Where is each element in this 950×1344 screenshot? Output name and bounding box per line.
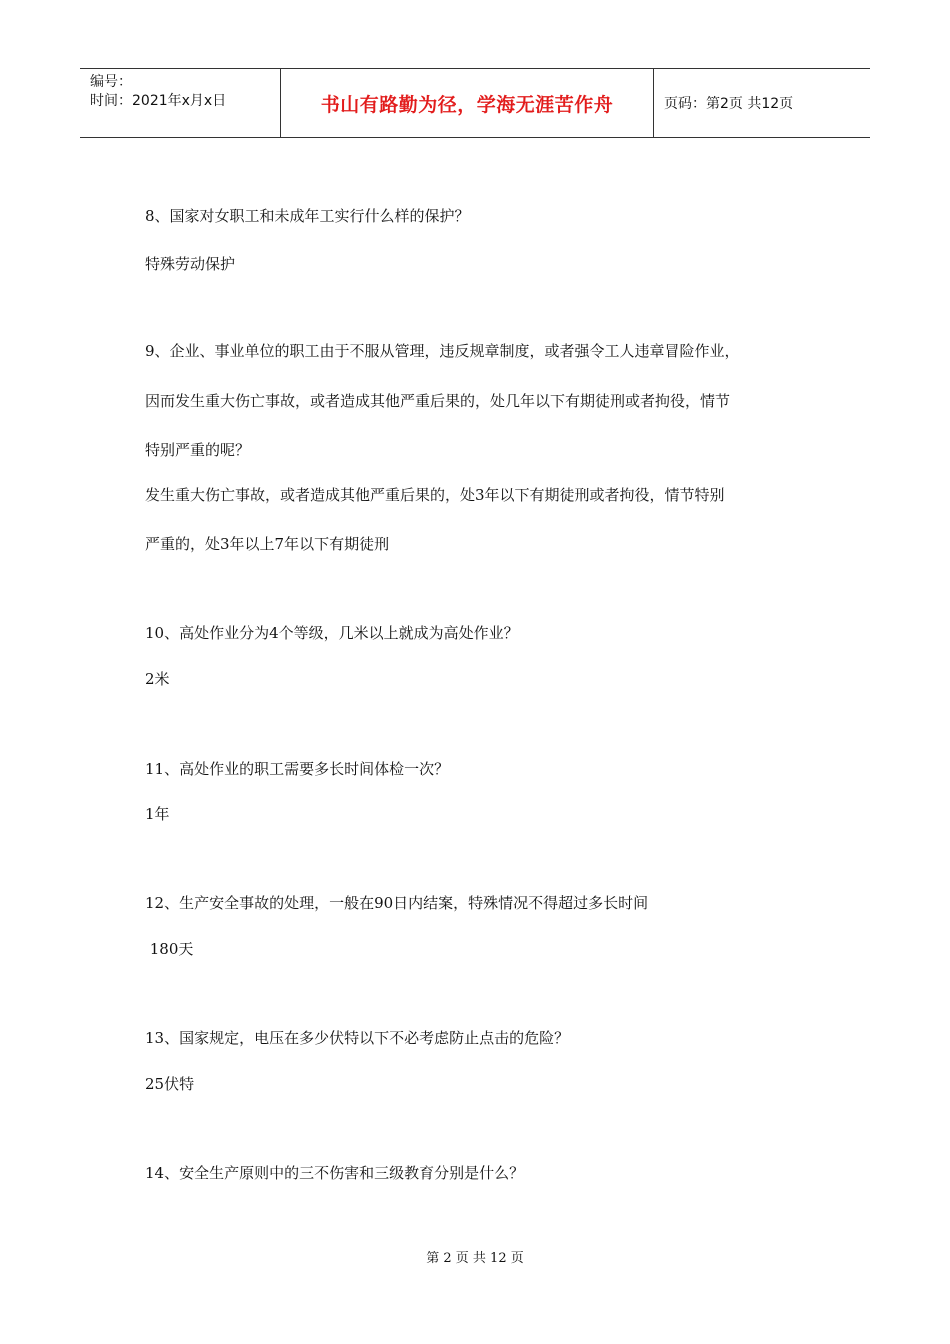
answer-12: 180天 <box>145 940 194 958</box>
answer-13: 25伏特 <box>145 1075 195 1093</box>
question-11: 11、高处作业的职工需要多长时间体检一次？ <box>145 760 450 778</box>
date-label: 时间：2021年x月x日 <box>90 93 227 109</box>
header-motto: 书山有路勤为径，学海无涯苦作舟 <box>281 69 654 137</box>
document-header <box>80 68 870 138</box>
question-14: 14、安全生产原则中的三不伤害和三级教育分别是什么？ <box>145 1164 525 1182</box>
question-9-line-2: 因而发生重大伤亡事故，或者造成其他严重后果的，处几年以下有期徒刑或者拘役，情节 <box>145 392 731 410</box>
question-13: 13、国家规定，电压在多少伏特以下不必考虑防止点击的危险？ <box>145 1029 570 1047</box>
answer-11: 1年 <box>145 805 170 823</box>
answer-8: 特殊劳动保护 <box>145 255 236 273</box>
header-page-info: 页码：第2页 共12页 <box>664 96 794 112</box>
code-label: 编号： <box>90 74 132 90</box>
header-meta <box>80 69 281 137</box>
question-12: 12、生产安全事故的处理，一般在90日内结案，特殊情况不得超过多长时间 <box>145 894 649 912</box>
answer-10: 2米 <box>145 670 170 688</box>
question-8: 8、国家对女职工和未成年工实行什么样的保护？ <box>145 207 470 225</box>
question-9-line-1: 9、企业、事业单位的职工由于不服从管理，违反规章制度，或者强令工人违章冒险作业， <box>145 342 740 360</box>
question-9-line-3: 特别严重的呢？ <box>145 441 251 459</box>
answer-9-line-1: 发生重大伤亡事故，或者造成其他严重后果的，处3年以下有期徒刑或者拘役，情节特别 <box>145 486 725 504</box>
answer-9-line-2: 严重的，处3年以上7年以下有期徒刑 <box>145 535 390 553</box>
question-10: 10、高处作业分为4个等级，几米以上就成为高处作业？ <box>145 624 519 642</box>
page-footer: 第 2 页 共 12 页 <box>426 1251 524 1266</box>
